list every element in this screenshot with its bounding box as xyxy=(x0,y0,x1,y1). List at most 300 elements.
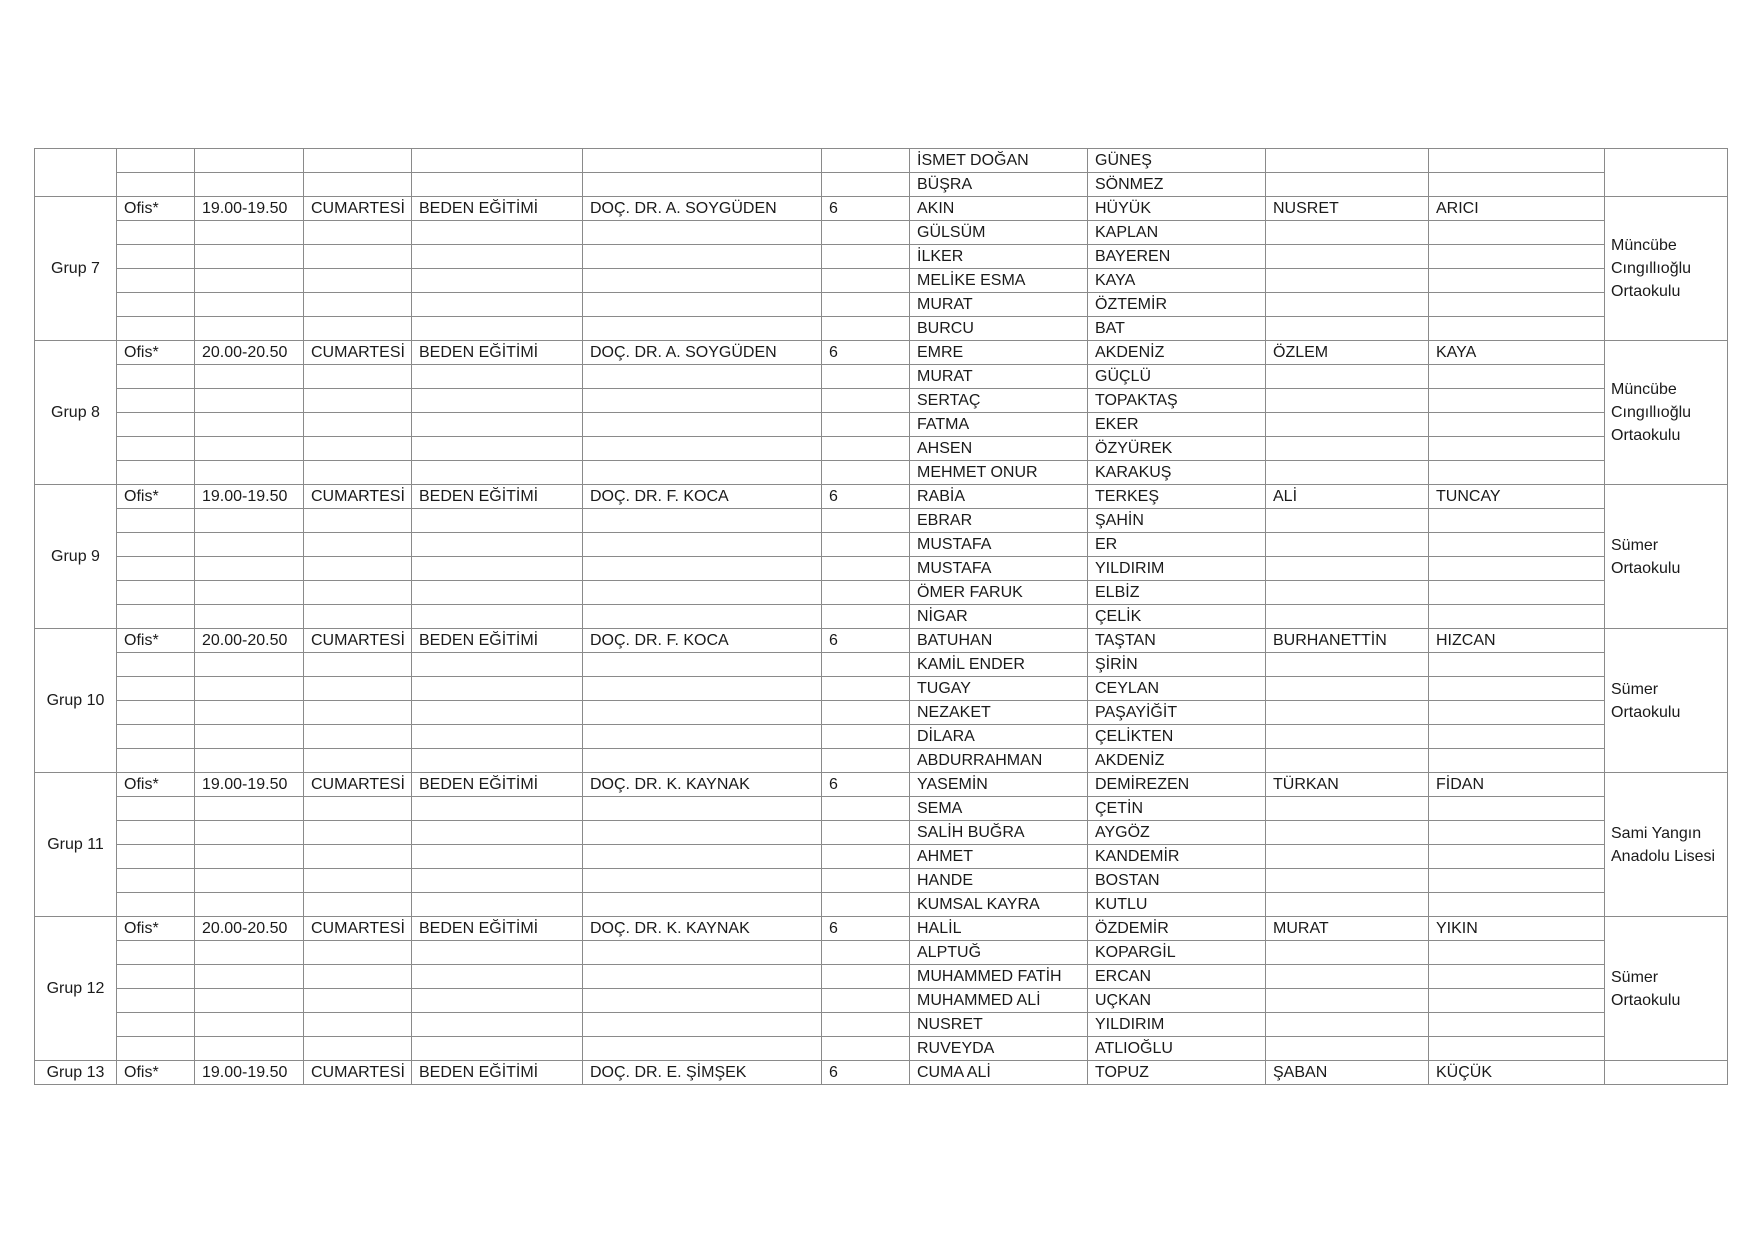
table-row xyxy=(35,677,1728,701)
teacher-last-name-cell xyxy=(1429,149,1605,173)
time-cell xyxy=(195,605,304,629)
location-cell xyxy=(117,269,195,293)
instructor-cell xyxy=(583,725,822,749)
teacher-first-name-cell: ALİ xyxy=(1266,485,1429,509)
day-cell xyxy=(304,389,412,413)
instructor-cell xyxy=(583,989,822,1013)
grade-cell xyxy=(822,557,910,581)
grade-cell xyxy=(822,509,910,533)
teacher-last-name-cell xyxy=(1429,365,1605,389)
teacher-first-name-cell: NUSRET xyxy=(1266,197,1429,221)
course-cell xyxy=(412,797,583,821)
teacher-last-name-cell xyxy=(1429,245,1605,269)
student-first-name-cell: KAMİL ENDER xyxy=(910,653,1088,677)
instructor-cell: DOÇ. DR. F. KOCA xyxy=(583,629,822,653)
grade-cell xyxy=(822,149,910,173)
time-cell xyxy=(195,869,304,893)
instructor-cell xyxy=(583,293,822,317)
grade-cell xyxy=(822,437,910,461)
student-first-name-cell: HALİL xyxy=(910,917,1088,941)
student-last-name-cell: CEYLAN xyxy=(1088,677,1266,701)
day-cell xyxy=(304,461,412,485)
teacher-last-name-cell xyxy=(1429,797,1605,821)
location-cell xyxy=(117,941,195,965)
teacher-first-name-cell: ŞABAN xyxy=(1266,1061,1429,1085)
teacher-last-name-cell xyxy=(1429,317,1605,341)
course-cell xyxy=(412,845,583,869)
day-cell: CUMARTESİ xyxy=(304,485,412,509)
grade-cell xyxy=(822,869,910,893)
student-first-name-cell: MUHAMMED ALİ xyxy=(910,989,1088,1013)
student-last-name-cell: ÖZTEMİR xyxy=(1088,293,1266,317)
student-first-name-cell: NEZAKET xyxy=(910,701,1088,725)
instructor-cell xyxy=(583,677,822,701)
table-row xyxy=(35,173,1728,197)
teacher-last-name-cell xyxy=(1429,821,1605,845)
teacher-first-name-cell xyxy=(1266,869,1429,893)
student-last-name-cell: KANDEMİR xyxy=(1088,845,1266,869)
teacher-last-name-cell xyxy=(1429,653,1605,677)
student-last-name-cell: BAYEREN xyxy=(1088,245,1266,269)
instructor-cell xyxy=(583,461,822,485)
teacher-last-name-cell xyxy=(1429,293,1605,317)
grade-cell xyxy=(822,293,910,317)
table-row xyxy=(35,653,1728,677)
course-cell xyxy=(412,533,583,557)
time-cell xyxy=(195,797,304,821)
grade-cell xyxy=(822,1013,910,1037)
teacher-first-name-cell xyxy=(1266,461,1429,485)
teacher-last-name-cell: ARICI xyxy=(1429,197,1605,221)
teacher-first-name-cell xyxy=(1266,821,1429,845)
student-first-name-cell: SERTAÇ xyxy=(910,389,1088,413)
teacher-first-name-cell xyxy=(1266,557,1429,581)
instructor-cell xyxy=(583,869,822,893)
table-row xyxy=(35,1061,1728,1085)
course-cell xyxy=(412,821,583,845)
instructor-cell xyxy=(583,941,822,965)
instructor-cell: DOÇ. DR. E. ŞİMŞEK xyxy=(583,1061,822,1085)
student-first-name-cell: MEHMET ONUR xyxy=(910,461,1088,485)
day-cell xyxy=(304,941,412,965)
instructor-cell xyxy=(583,653,822,677)
teacher-first-name-cell xyxy=(1266,173,1429,197)
grade-cell: 6 xyxy=(822,197,910,221)
course-cell: BEDEN EĞİTİMİ xyxy=(412,917,583,941)
day-cell xyxy=(304,845,412,869)
course-cell xyxy=(412,389,583,413)
instructor-cell xyxy=(583,965,822,989)
student-first-name-cell: NUSRET xyxy=(910,1013,1088,1037)
location-cell xyxy=(117,1013,195,1037)
teacher-last-name-cell xyxy=(1429,221,1605,245)
location-cell: Ofis* xyxy=(117,1061,195,1085)
teacher-first-name-cell xyxy=(1266,1013,1429,1037)
teacher-first-name-cell xyxy=(1266,701,1429,725)
table-row xyxy=(35,461,1728,485)
time-cell xyxy=(195,677,304,701)
time-cell xyxy=(195,701,304,725)
time-cell xyxy=(195,653,304,677)
time-cell xyxy=(195,533,304,557)
teacher-first-name-cell xyxy=(1266,1037,1429,1061)
school-cell: Sümer Ortaokulu xyxy=(1605,917,1728,1061)
student-first-name-cell: SEMA xyxy=(910,797,1088,821)
student-last-name-cell: ER xyxy=(1088,533,1266,557)
instructor-cell: DOÇ. DR. F. KOCA xyxy=(583,485,822,509)
teacher-first-name-cell xyxy=(1266,653,1429,677)
course-cell xyxy=(412,749,583,773)
student-last-name-cell: ŞAHİN xyxy=(1088,509,1266,533)
grade-cell: 6 xyxy=(822,629,910,653)
course-cell xyxy=(412,725,583,749)
grade-cell: 6 xyxy=(822,341,910,365)
grade-cell xyxy=(822,821,910,845)
table-row xyxy=(35,341,1728,365)
instructor-cell xyxy=(583,389,822,413)
time-cell: 20.00-20.50 xyxy=(195,341,304,365)
day-cell xyxy=(304,149,412,173)
student-first-name-cell: NİGAR xyxy=(910,605,1088,629)
location-cell xyxy=(117,893,195,917)
teacher-last-name-cell xyxy=(1429,749,1605,773)
course-cell xyxy=(412,509,583,533)
time-cell xyxy=(195,557,304,581)
student-first-name-cell: RABİA xyxy=(910,485,1088,509)
time-cell xyxy=(195,149,304,173)
student-last-name-cell: ELBİZ xyxy=(1088,581,1266,605)
time-cell xyxy=(195,365,304,389)
teacher-first-name-cell xyxy=(1266,941,1429,965)
table-row xyxy=(35,317,1728,341)
table-row xyxy=(35,365,1728,389)
course-cell xyxy=(412,989,583,1013)
teacher-first-name-cell xyxy=(1266,989,1429,1013)
table-row xyxy=(35,149,1728,173)
course-cell xyxy=(412,149,583,173)
course-cell xyxy=(412,293,583,317)
day-cell xyxy=(304,173,412,197)
location-cell xyxy=(117,869,195,893)
instructor-cell xyxy=(583,245,822,269)
student-last-name-cell: KAPLAN xyxy=(1088,221,1266,245)
teacher-first-name-cell xyxy=(1266,893,1429,917)
instructor-cell xyxy=(583,557,822,581)
group-label: Grup 12 xyxy=(35,917,117,1061)
instructor-cell xyxy=(583,509,822,533)
student-last-name-cell: ÇELİK xyxy=(1088,605,1266,629)
group-label: Grup 9 xyxy=(35,485,117,629)
student-first-name-cell: MURAT xyxy=(910,293,1088,317)
day-cell: CUMARTESİ xyxy=(304,917,412,941)
student-last-name-cell: ÖZYÜREK xyxy=(1088,437,1266,461)
teacher-first-name-cell xyxy=(1266,413,1429,437)
course-cell: BEDEN EĞİTİMİ xyxy=(412,197,583,221)
location-cell: Ofis* xyxy=(117,629,195,653)
instructor-cell xyxy=(583,821,822,845)
course-cell xyxy=(412,173,583,197)
student-first-name-cell: İSMET DOĞAN xyxy=(910,149,1088,173)
course-cell xyxy=(412,869,583,893)
teacher-first-name-cell xyxy=(1266,389,1429,413)
location-cell xyxy=(117,749,195,773)
table-row xyxy=(35,725,1728,749)
student-last-name-cell: PAŞAYİĞİT xyxy=(1088,701,1266,725)
day-cell xyxy=(304,557,412,581)
time-cell xyxy=(195,461,304,485)
day-cell xyxy=(304,677,412,701)
table-row xyxy=(35,821,1728,845)
grade-cell xyxy=(822,845,910,869)
day-cell xyxy=(304,245,412,269)
student-last-name-cell: TAŞTAN xyxy=(1088,629,1266,653)
student-first-name-cell: İLKER xyxy=(910,245,1088,269)
student-first-name-cell: AHSEN xyxy=(910,437,1088,461)
group-label: Grup 13 xyxy=(35,1061,117,1085)
student-first-name-cell: KUMSAL KAYRA xyxy=(910,893,1088,917)
student-first-name-cell: AKIN xyxy=(910,197,1088,221)
time-cell xyxy=(195,389,304,413)
course-cell xyxy=(412,893,583,917)
grade-cell xyxy=(822,221,910,245)
school-cell: Sümer Ortaokulu xyxy=(1605,485,1728,629)
student-first-name-cell: DİLARA xyxy=(910,725,1088,749)
student-last-name-cell: YILDIRIM xyxy=(1088,1013,1266,1037)
location-cell xyxy=(117,653,195,677)
grade-cell: 6 xyxy=(822,773,910,797)
instructor-cell xyxy=(583,797,822,821)
grade-cell xyxy=(822,701,910,725)
teacher-first-name-cell xyxy=(1266,677,1429,701)
time-cell: 19.00-19.50 xyxy=(195,773,304,797)
teacher-first-name-cell xyxy=(1266,533,1429,557)
table-row xyxy=(35,197,1728,221)
day-cell xyxy=(304,725,412,749)
teacher-first-name-cell xyxy=(1266,749,1429,773)
course-cell xyxy=(412,941,583,965)
schedule-table xyxy=(34,148,1728,1085)
teacher-first-name-cell xyxy=(1266,317,1429,341)
student-last-name-cell: ATLIOĞLU xyxy=(1088,1037,1266,1061)
instructor-cell xyxy=(583,269,822,293)
table-row xyxy=(35,605,1728,629)
teacher-first-name-cell xyxy=(1266,965,1429,989)
grade-cell xyxy=(822,461,910,485)
teacher-last-name-cell xyxy=(1429,413,1605,437)
school-cell: Sami Yangın Anadolu Lisesi xyxy=(1605,773,1728,917)
table-row xyxy=(35,581,1728,605)
table-row xyxy=(35,413,1728,437)
course-cell: BEDEN EĞİTİMİ xyxy=(412,1061,583,1085)
instructor-cell xyxy=(583,173,822,197)
time-cell xyxy=(195,1013,304,1037)
table-row xyxy=(35,437,1728,461)
group-label: Grup 11 xyxy=(35,773,117,917)
instructor-cell xyxy=(583,581,822,605)
course-cell xyxy=(412,221,583,245)
student-last-name-cell: KUTLU xyxy=(1088,893,1266,917)
day-cell: CUMARTESİ xyxy=(304,341,412,365)
student-last-name-cell: AKDENİZ xyxy=(1088,341,1266,365)
student-first-name-cell: HANDE xyxy=(910,869,1088,893)
teacher-last-name-cell xyxy=(1429,581,1605,605)
student-first-name-cell: BATUHAN xyxy=(910,629,1088,653)
grade-cell xyxy=(822,677,910,701)
student-last-name-cell: BOSTAN xyxy=(1088,869,1266,893)
teacher-last-name-cell xyxy=(1429,509,1605,533)
table-row xyxy=(35,245,1728,269)
time-cell xyxy=(195,293,304,317)
instructor-cell: DOÇ. DR. A. SOYGÜDEN xyxy=(583,197,822,221)
course-cell xyxy=(412,437,583,461)
teacher-last-name-cell xyxy=(1429,965,1605,989)
time-cell xyxy=(195,965,304,989)
student-first-name-cell: MURAT xyxy=(910,365,1088,389)
grade-cell xyxy=(822,269,910,293)
teacher-last-name-cell xyxy=(1429,893,1605,917)
teacher-first-name-cell xyxy=(1266,797,1429,821)
teacher-last-name-cell: KAYA xyxy=(1429,341,1605,365)
location-cell xyxy=(117,221,195,245)
instructor-cell xyxy=(583,1013,822,1037)
day-cell xyxy=(304,1013,412,1037)
course-cell xyxy=(412,245,583,269)
table-row xyxy=(35,893,1728,917)
instructor-cell: DOÇ. DR. A. SOYGÜDEN xyxy=(583,341,822,365)
student-last-name-cell: GÜNEŞ xyxy=(1088,149,1266,173)
student-first-name-cell: TUGAY xyxy=(910,677,1088,701)
table-row xyxy=(35,1013,1728,1037)
time-cell xyxy=(195,269,304,293)
location-cell xyxy=(117,989,195,1013)
teacher-first-name-cell xyxy=(1266,845,1429,869)
instructor-cell: DOÇ. DR. K. KAYNAK xyxy=(583,917,822,941)
group-label: Grup 7 xyxy=(35,197,117,341)
student-last-name-cell: ŞİRİN xyxy=(1088,653,1266,677)
teacher-last-name-cell: FİDAN xyxy=(1429,773,1605,797)
grade-cell: 6 xyxy=(822,1061,910,1085)
location-cell xyxy=(117,965,195,989)
teacher-last-name-cell xyxy=(1429,389,1605,413)
day-cell xyxy=(304,821,412,845)
grade-cell xyxy=(822,389,910,413)
time-cell xyxy=(195,845,304,869)
teacher-last-name-cell xyxy=(1429,1037,1605,1061)
location-cell xyxy=(117,821,195,845)
time-cell xyxy=(195,317,304,341)
table-row xyxy=(35,941,1728,965)
student-last-name-cell: BAT xyxy=(1088,317,1266,341)
teacher-last-name-cell xyxy=(1429,557,1605,581)
student-last-name-cell: YILDIRIM xyxy=(1088,557,1266,581)
student-last-name-cell: AKDENİZ xyxy=(1088,749,1266,773)
teacher-last-name-cell xyxy=(1429,869,1605,893)
time-cell xyxy=(195,749,304,773)
teacher-last-name-cell xyxy=(1429,725,1605,749)
teacher-first-name-cell xyxy=(1266,149,1429,173)
day-cell xyxy=(304,1037,412,1061)
grade-cell xyxy=(822,173,910,197)
time-cell xyxy=(195,509,304,533)
location-cell xyxy=(117,797,195,821)
table-row xyxy=(35,797,1728,821)
student-last-name-cell: ÇELİKTEN xyxy=(1088,725,1266,749)
instructor-cell xyxy=(583,437,822,461)
teacher-first-name-cell: ÖZLEM xyxy=(1266,341,1429,365)
table-row xyxy=(35,221,1728,245)
grade-cell xyxy=(822,941,910,965)
teacher-first-name-cell xyxy=(1266,725,1429,749)
course-cell xyxy=(412,701,583,725)
teacher-last-name-cell xyxy=(1429,941,1605,965)
student-last-name-cell: TERKEŞ xyxy=(1088,485,1266,509)
teacher-first-name-cell xyxy=(1266,269,1429,293)
student-first-name-cell: MUSTAFA xyxy=(910,533,1088,557)
teacher-last-name-cell xyxy=(1429,845,1605,869)
time-cell xyxy=(195,989,304,1013)
student-last-name-cell: DEMİREZEN xyxy=(1088,773,1266,797)
location-cell xyxy=(117,245,195,269)
table-row xyxy=(35,845,1728,869)
teacher-last-name-cell: YIKIN xyxy=(1429,917,1605,941)
time-cell: 19.00-19.50 xyxy=(195,1061,304,1085)
location-cell xyxy=(117,557,195,581)
teacher-first-name-cell: MURAT xyxy=(1266,917,1429,941)
location-cell xyxy=(117,701,195,725)
teacher-last-name-cell xyxy=(1429,269,1605,293)
teacher-last-name-cell xyxy=(1429,437,1605,461)
student-last-name-cell: GÜÇLÜ xyxy=(1088,365,1266,389)
table-row xyxy=(35,533,1728,557)
group-label: Grup 10 xyxy=(35,629,117,773)
student-first-name-cell: RUVEYDA xyxy=(910,1037,1088,1061)
teacher-first-name-cell xyxy=(1266,293,1429,317)
table-row xyxy=(35,917,1728,941)
instructor-cell xyxy=(583,893,822,917)
grade-cell xyxy=(822,965,910,989)
location-cell xyxy=(117,389,195,413)
student-first-name-cell: ABDURRAHMAN xyxy=(910,749,1088,773)
day-cell: CUMARTESİ xyxy=(304,1061,412,1085)
grade-cell xyxy=(822,533,910,557)
teacher-first-name-cell xyxy=(1266,245,1429,269)
teacher-first-name-cell: BURHANETTİN xyxy=(1266,629,1429,653)
location-cell xyxy=(117,173,195,197)
student-first-name-cell: YASEMİN xyxy=(910,773,1088,797)
course-cell: BEDEN EĞİTİMİ xyxy=(412,485,583,509)
time-cell xyxy=(195,941,304,965)
location-cell xyxy=(117,533,195,557)
day-cell xyxy=(304,701,412,725)
student-first-name-cell: FATMA xyxy=(910,413,1088,437)
table-row xyxy=(35,773,1728,797)
instructor-cell xyxy=(583,1037,822,1061)
teacher-first-name-cell xyxy=(1266,365,1429,389)
location-cell xyxy=(117,581,195,605)
student-first-name-cell: GÜLSÜM xyxy=(910,221,1088,245)
student-last-name-cell: ERCAN xyxy=(1088,965,1266,989)
student-last-name-cell: ÖZDEMİR xyxy=(1088,917,1266,941)
day-cell xyxy=(304,869,412,893)
location-cell xyxy=(117,845,195,869)
table-row xyxy=(35,509,1728,533)
grade-cell xyxy=(822,653,910,677)
student-first-name-cell: BURCU xyxy=(910,317,1088,341)
teacher-last-name-cell xyxy=(1429,173,1605,197)
teacher-last-name-cell xyxy=(1429,605,1605,629)
location-cell xyxy=(117,509,195,533)
student-last-name-cell: HÜYÜK xyxy=(1088,197,1266,221)
